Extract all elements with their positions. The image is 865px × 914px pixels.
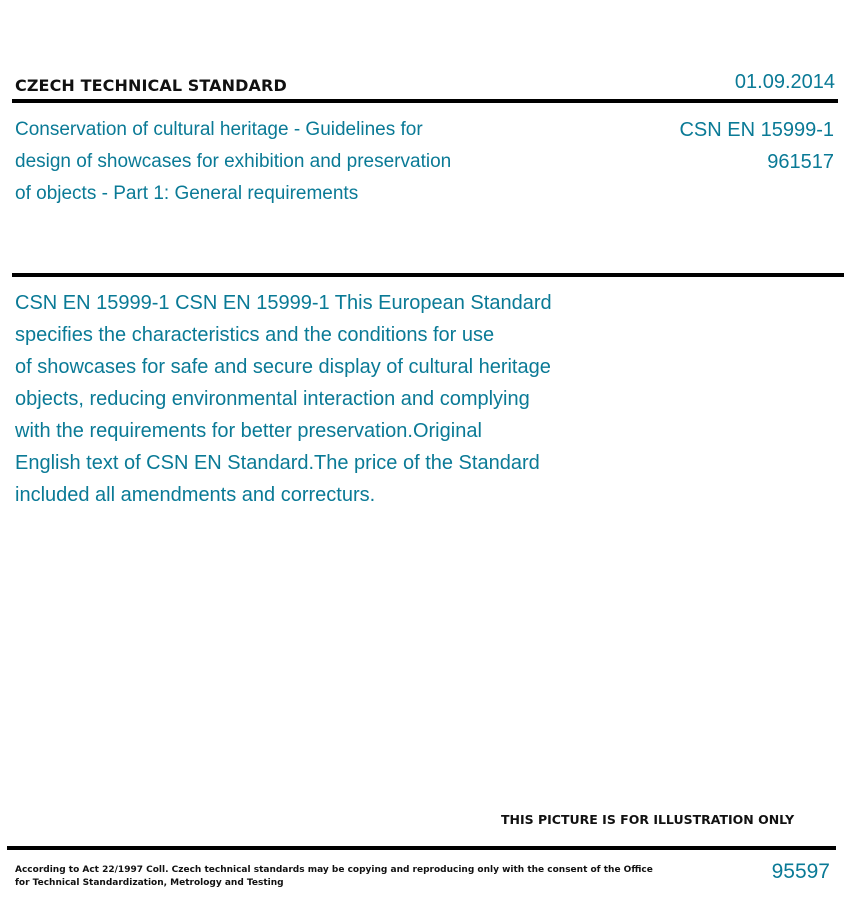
- standard-title-line: design of showcases for exhibition and preservation: [15, 151, 452, 172]
- description-line: of showcases for safe and secure display of cultural heritage: [15, 356, 551, 378]
- description-line: CSN EN 15999-1 CSN EN 15999-1 This European Standard: [15, 292, 552, 314]
- legal-notice-line: According to Act 22/1997 Coll. Czech technical standards may be copying and reproducing only with the consent of the Office: [15, 865, 653, 875]
- description-line: specifies the characteristics and the conditions for use: [15, 324, 495, 346]
- description-line: objects, reducing environmental interaction and complying: [15, 388, 530, 410]
- description-line: included all amendments and correcturs.: [15, 484, 376, 506]
- publication-date: 01.09.2014: [734, 71, 835, 93]
- standard-identifiers: [679, 114, 834, 178]
- standard-title-line: Conservation of cultural heritage - Guidelines for: [15, 119, 423, 140]
- illustration-note: THIS PICTURE IS FOR ILLUSTRATION ONLY: [501, 812, 795, 827]
- standard-title: [15, 114, 535, 210]
- legal-notice-line: for Technical Standardization, Metrology and Testing: [15, 878, 284, 888]
- description-line: English text of CSN EN Standard.The price of the Standard: [15, 452, 540, 474]
- legal-notice: [15, 864, 653, 890]
- standard-description: [15, 287, 635, 511]
- footer-divider: [7, 846, 836, 850]
- header-divider: [12, 99, 838, 103]
- standard-class-number: 961517: [767, 151, 834, 173]
- standard-title-line: of objects - Part 1: General requirements: [15, 183, 359, 204]
- catalog-number: 95597: [771, 860, 830, 883]
- section-divider: [12, 273, 844, 277]
- description-line: with the requirements for better preservation.Original: [15, 420, 482, 442]
- document-type-heading: CZECH TECHNICAL STANDARD: [15, 76, 287, 95]
- standard-code: CSN EN 15999-1: [679, 119, 834, 141]
